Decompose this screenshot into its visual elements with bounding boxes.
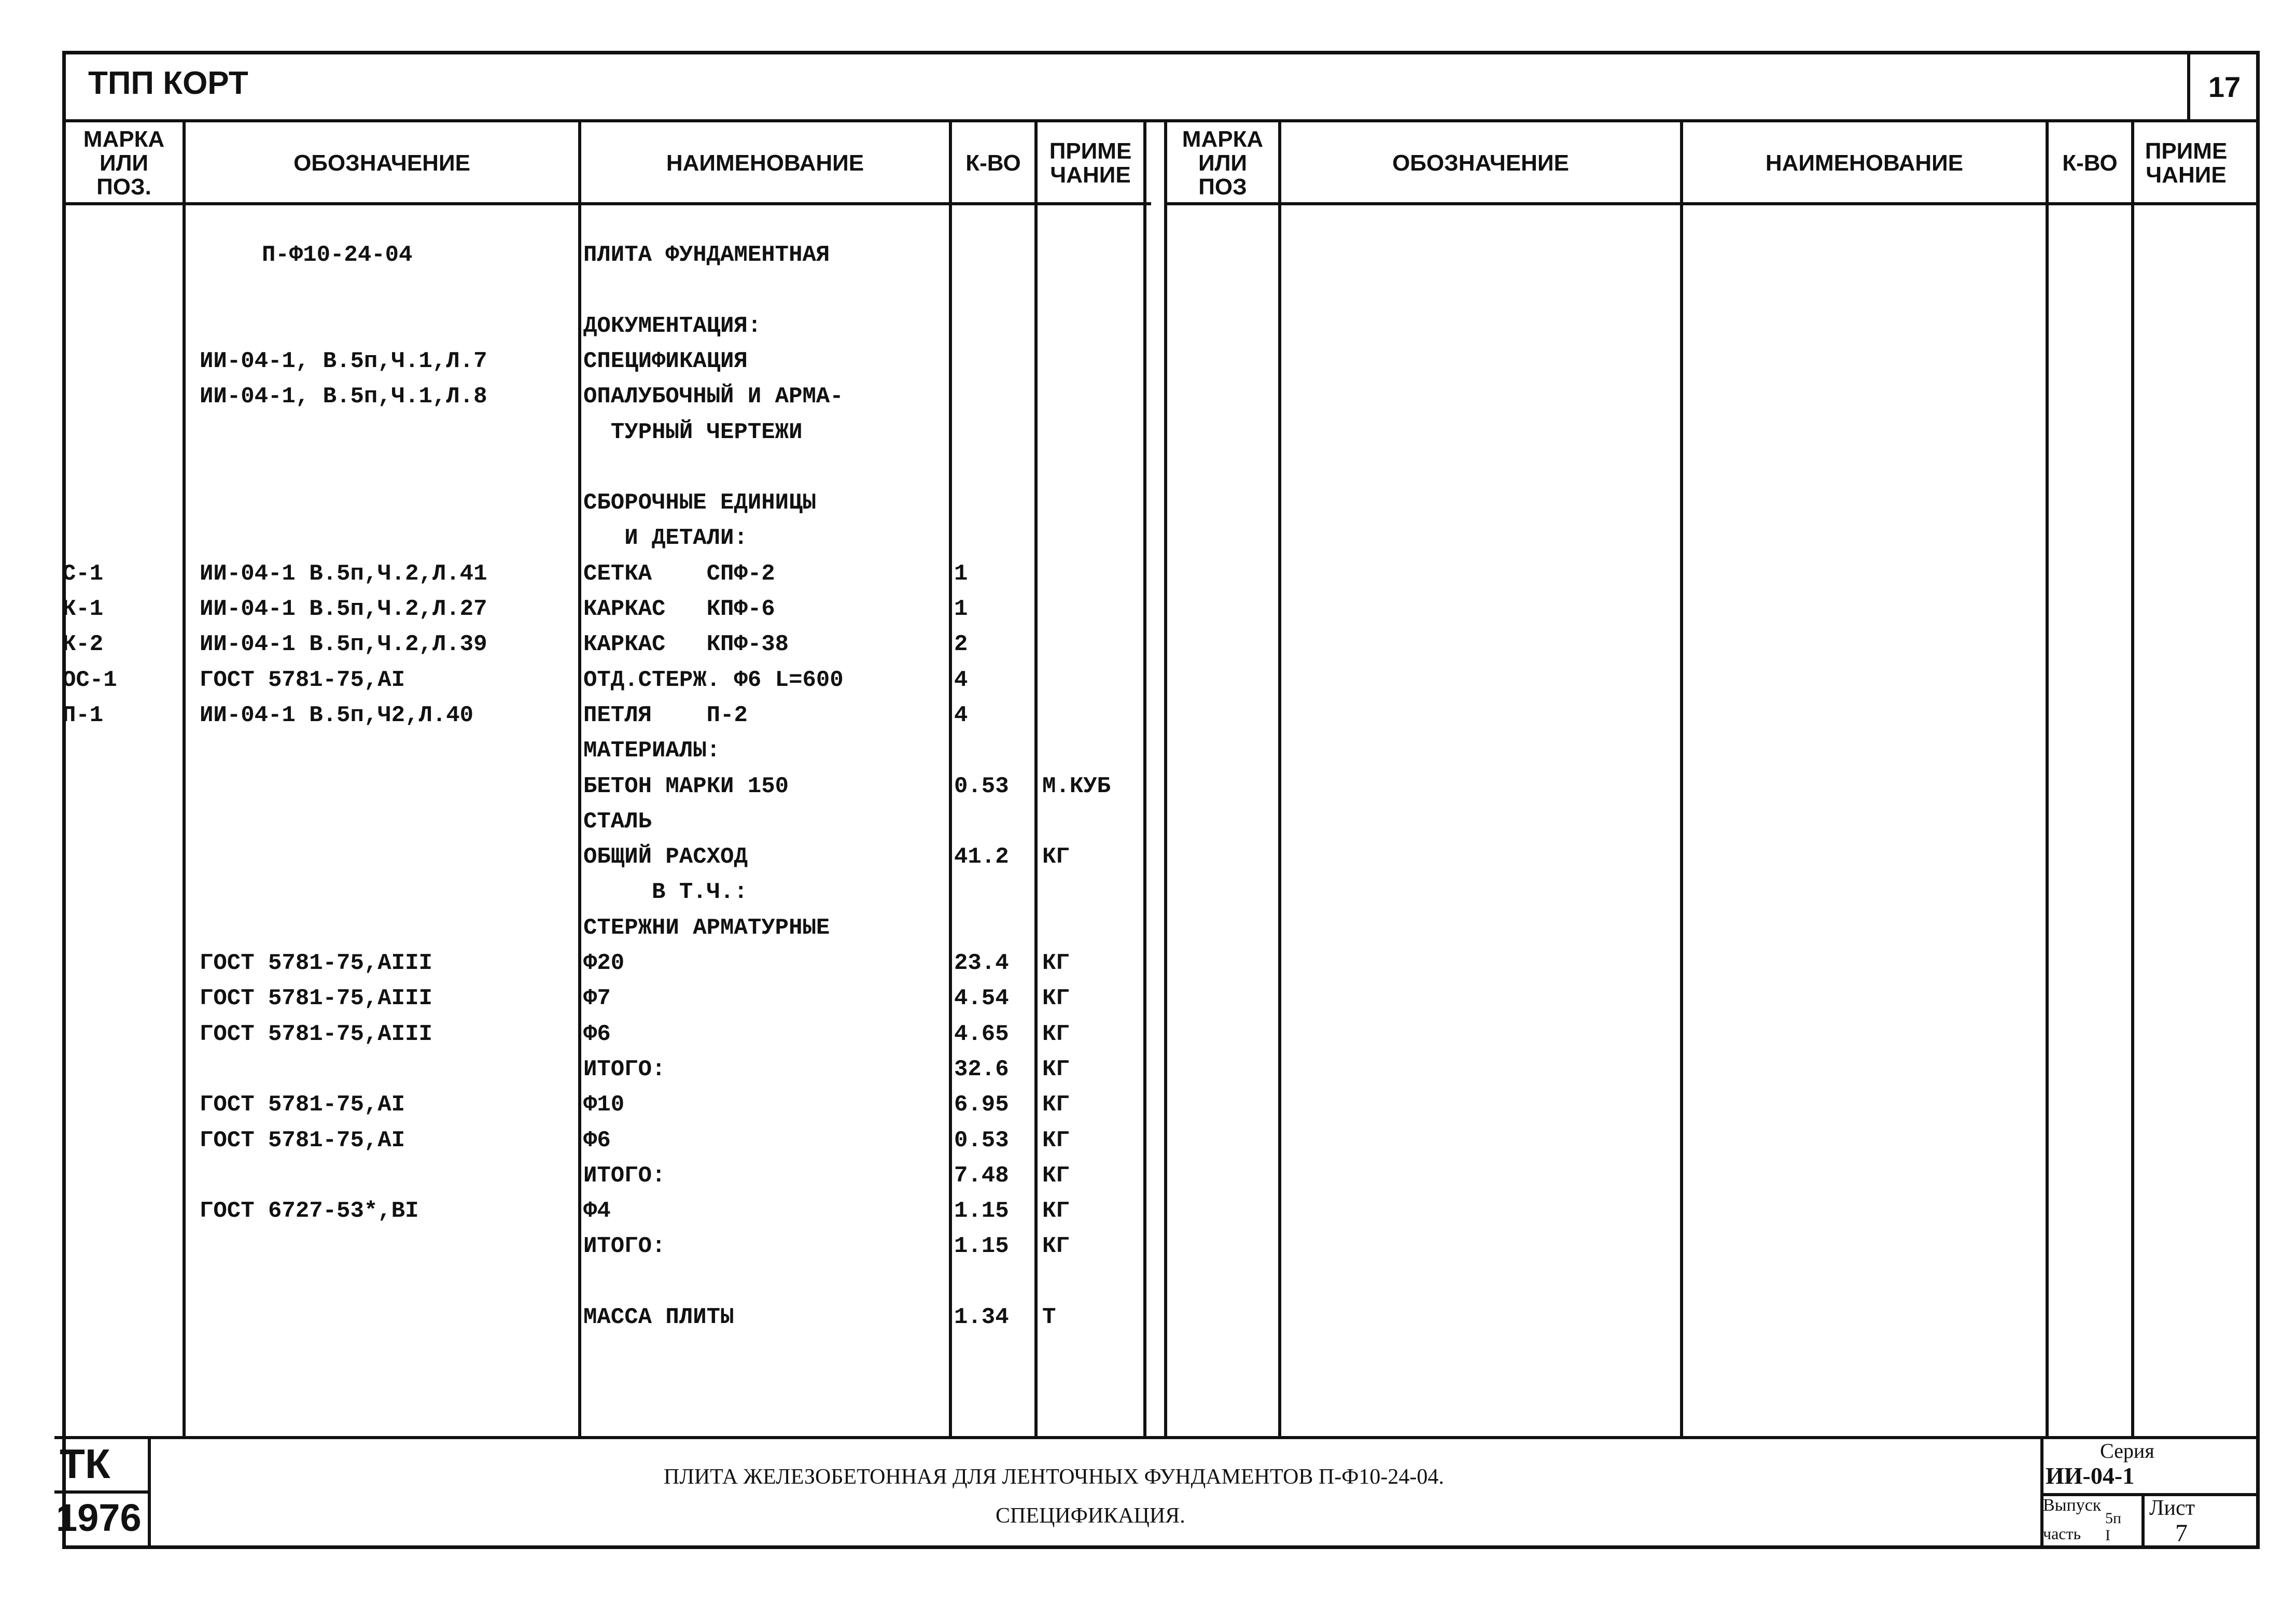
right-header-note: ПРИМЕ ЧАНИЕ xyxy=(2145,138,2228,188)
row-position: К-1 xyxy=(62,596,104,622)
row-name: ОТД.СТЕРЖ. Ф6 L=600 xyxy=(583,667,844,693)
row-note: КГ xyxy=(1042,1198,1070,1224)
row-name: ИТОГО: xyxy=(583,1233,666,1259)
row-note: КГ xyxy=(1042,1163,1070,1189)
row-name: МАССА ПЛИТЫ xyxy=(583,1304,734,1330)
row-position: С-1 xyxy=(62,561,104,587)
left-header-note: ПРИМЕ ЧАНИЕ xyxy=(1049,138,1132,188)
left-col-divider-1 xyxy=(183,122,186,1439)
row-name: СПЕЦИФИКАЦИЯ xyxy=(583,348,748,374)
stamp-year: 1976 xyxy=(56,1496,142,1539)
row-quantity: 1.34 xyxy=(954,1304,1009,1330)
row-quantity: 23.4 xyxy=(954,950,1009,976)
row-designation: ИИ-04-1 В.5п,Ч.2,Л.27 xyxy=(200,596,487,622)
row-name: Ф7 xyxy=(583,986,611,1011)
stamp-title-line1: ПЛИТА ЖЕЛЕЗОБЕТОННАЯ ДЛЯ ЛЕНТОЧНЫХ ФУНДАМЕНТОВ П-Ф10-24-04. xyxy=(664,1465,1444,1489)
left-table-right-edge xyxy=(1143,122,1146,1439)
row-name: МАТЕРИАЛЫ: xyxy=(583,738,721,764)
row-quantity: 4.65 xyxy=(954,1021,1009,1047)
row-name: И ДЕТАЛИ: xyxy=(583,525,748,551)
row-name: СТЕРЖНИ АРМАТУРНЫЕ xyxy=(583,915,830,941)
row-name: ИТОГО: xyxy=(583,1163,666,1189)
left-col-divider-2 xyxy=(578,122,581,1439)
row-designation: ГОСТ 5781-75,АI xyxy=(200,1092,405,1118)
row-designation: ИИ-04-1, В.5п,Ч.1,Л.7 xyxy=(200,348,487,374)
row-name: Ф4 xyxy=(583,1198,611,1224)
drawing-frame xyxy=(62,51,2260,1549)
row-name: СЕТКА СПФ-2 xyxy=(583,561,775,587)
stamp-part-value: I xyxy=(2105,1527,2110,1544)
stamp-sheet-label: Лист xyxy=(2149,1496,2195,1520)
page-number-divider xyxy=(2187,51,2190,122)
right-col-divider-4 xyxy=(2131,122,2134,1439)
stamp-part-label: часть xyxy=(2043,1524,2081,1543)
row-quantity: 4 xyxy=(954,702,968,728)
row-quantity: 4.54 xyxy=(954,986,1009,1011)
row-quantity: 32.6 xyxy=(954,1057,1009,1082)
row-name: СТАЛЬ xyxy=(583,809,652,835)
row-note: КГ xyxy=(1042,1092,1070,1118)
left-header-qty: К-ВО xyxy=(965,150,1021,176)
right-col-divider-2 xyxy=(1680,122,1683,1439)
left-header-designation: ОБОЗНАЧЕНИЕ xyxy=(293,150,470,176)
row-quantity: 0.53 xyxy=(954,1128,1009,1153)
row-note: КГ xyxy=(1042,950,1070,976)
row-note: КГ xyxy=(1042,1128,1070,1153)
right-header-designation: ОБОЗНАЧЕНИЕ xyxy=(1392,150,1569,176)
row-designation: ГОСТ 5781-75,АI xyxy=(200,667,405,693)
row-quantity: 1.15 xyxy=(954,1233,1009,1259)
stamp-top-line xyxy=(54,1436,2260,1439)
left-col-divider-3 xyxy=(949,122,952,1439)
row-name: ИТОГО: xyxy=(583,1057,666,1082)
row-designation: П-Ф10-24-04 xyxy=(262,242,413,268)
row-name: В Т.Ч.: xyxy=(583,879,748,905)
title-strip-divider xyxy=(62,119,2260,122)
row-designation: ИИ-04-1 В.5п,Ч.2,Л.39 xyxy=(200,631,487,657)
row-quantity: 41.2 xyxy=(954,844,1009,870)
right-col-divider-3 xyxy=(2046,122,2049,1439)
row-name: КАРКАС КПФ-38 xyxy=(583,631,789,657)
row-position: ОС-1 xyxy=(62,667,117,693)
row-name: ДОКУМЕНТАЦИЯ: xyxy=(583,313,762,339)
row-name: ТУРНЫЙ ЧЕРТЕЖИ xyxy=(583,419,803,445)
row-designation: ИИ-04-1 В.5п,Ч2,Л.40 xyxy=(200,702,474,728)
row-quantity: 1 xyxy=(954,561,968,587)
left-col-divider-4 xyxy=(1034,122,1038,1439)
row-quantity: 6.95 xyxy=(954,1092,1009,1118)
stamp-sheet-divider xyxy=(2141,1493,2145,1549)
stamp-issue-label: Выпуск xyxy=(2043,1496,2102,1515)
row-designation: ИИ-04-1 В.5п,Ч.2,Л.41 xyxy=(200,561,487,587)
organization-label: ТПП КОРТ xyxy=(88,65,248,101)
row-note: КГ xyxy=(1042,1233,1070,1259)
right-col-divider-1 xyxy=(1278,122,1281,1439)
stamp-issue-value: 5п xyxy=(2105,1510,2122,1527)
row-note: КГ xyxy=(1042,986,1070,1011)
stamp-code-divider xyxy=(54,1490,148,1494)
row-quantity: 4 xyxy=(954,667,968,693)
row-designation: ГОСТ 5781-75,АIII xyxy=(200,986,432,1011)
row-designation: ИИ-04-1, В.5п,Ч.1,Л.8 xyxy=(200,384,487,410)
right-header-name: НАИМЕНОВАНИЕ xyxy=(1765,150,1964,176)
row-name: Ф6 xyxy=(583,1128,611,1153)
row-name: Ф6 xyxy=(583,1021,611,1047)
row-quantity: 7.48 xyxy=(954,1163,1009,1189)
row-position: П-1 xyxy=(62,702,104,728)
stamp-code: ТК xyxy=(60,1441,110,1487)
row-name: ПЛИТА ФУНДАМЕНТНАЯ xyxy=(583,242,830,268)
row-name: ОПАЛУБОЧНЫЙ И АРМА- xyxy=(583,384,844,410)
left-header-mark: МАРКА ИЛИ ПОЗ. xyxy=(83,126,165,200)
row-name: Ф10 xyxy=(583,1092,625,1118)
row-quantity: 1.15 xyxy=(954,1198,1009,1224)
right-header-qty: К-ВО xyxy=(2062,150,2118,176)
row-note: КГ xyxy=(1042,1021,1070,1047)
row-name: ПЕТЛЯ П-2 xyxy=(583,702,748,728)
page-number: 17 xyxy=(2208,71,2241,103)
row-name: ОБЩИЙ РАСХОД xyxy=(583,844,748,870)
left-header-name: НАИМЕНОВАНИЕ xyxy=(666,150,864,176)
row-name: БЕТОН МАРКИ 150 xyxy=(583,773,789,799)
row-designation: ГОСТ 5781-75,АIII xyxy=(200,950,432,976)
stamp-title-line2: СПЕЦИФИКАЦИЯ. xyxy=(996,1504,1185,1528)
row-quantity: 0.53 xyxy=(954,773,1009,799)
row-designation: ГОСТ 5781-75,АI xyxy=(200,1128,405,1153)
stamp-sheet-value: 7 xyxy=(2175,1519,2188,1547)
row-name: Ф20 xyxy=(583,950,625,976)
row-quantity: 1 xyxy=(954,596,968,622)
right-header-divider xyxy=(1167,202,2260,205)
stamp-series-value: ИИ-04-1 xyxy=(2046,1462,2135,1489)
stamp-left-divider xyxy=(148,1436,151,1549)
row-quantity: 2 xyxy=(954,631,968,657)
row-designation: ГОСТ 6727-53*,ВI xyxy=(200,1198,419,1224)
row-name: СБОРОЧНЫЕ ЕДИНИЦЫ xyxy=(583,490,816,516)
row-note: КГ xyxy=(1042,1057,1070,1082)
left-header-divider xyxy=(62,202,1151,205)
row-note: КГ xyxy=(1042,844,1070,870)
row-name: КАРКАС КПФ-6 xyxy=(583,596,775,622)
row-designation: ГОСТ 5781-75,АIII xyxy=(200,1021,432,1047)
row-note: М.КУБ xyxy=(1042,773,1111,799)
right-table-left-edge xyxy=(1164,122,1167,1439)
right-header-mark: МАРКА ИЛИ ПОЗ xyxy=(1182,126,1264,200)
row-position: К-2 xyxy=(62,631,104,657)
row-note: Т xyxy=(1042,1304,1056,1330)
stamp-series-label: Серия xyxy=(2100,1439,2154,1462)
